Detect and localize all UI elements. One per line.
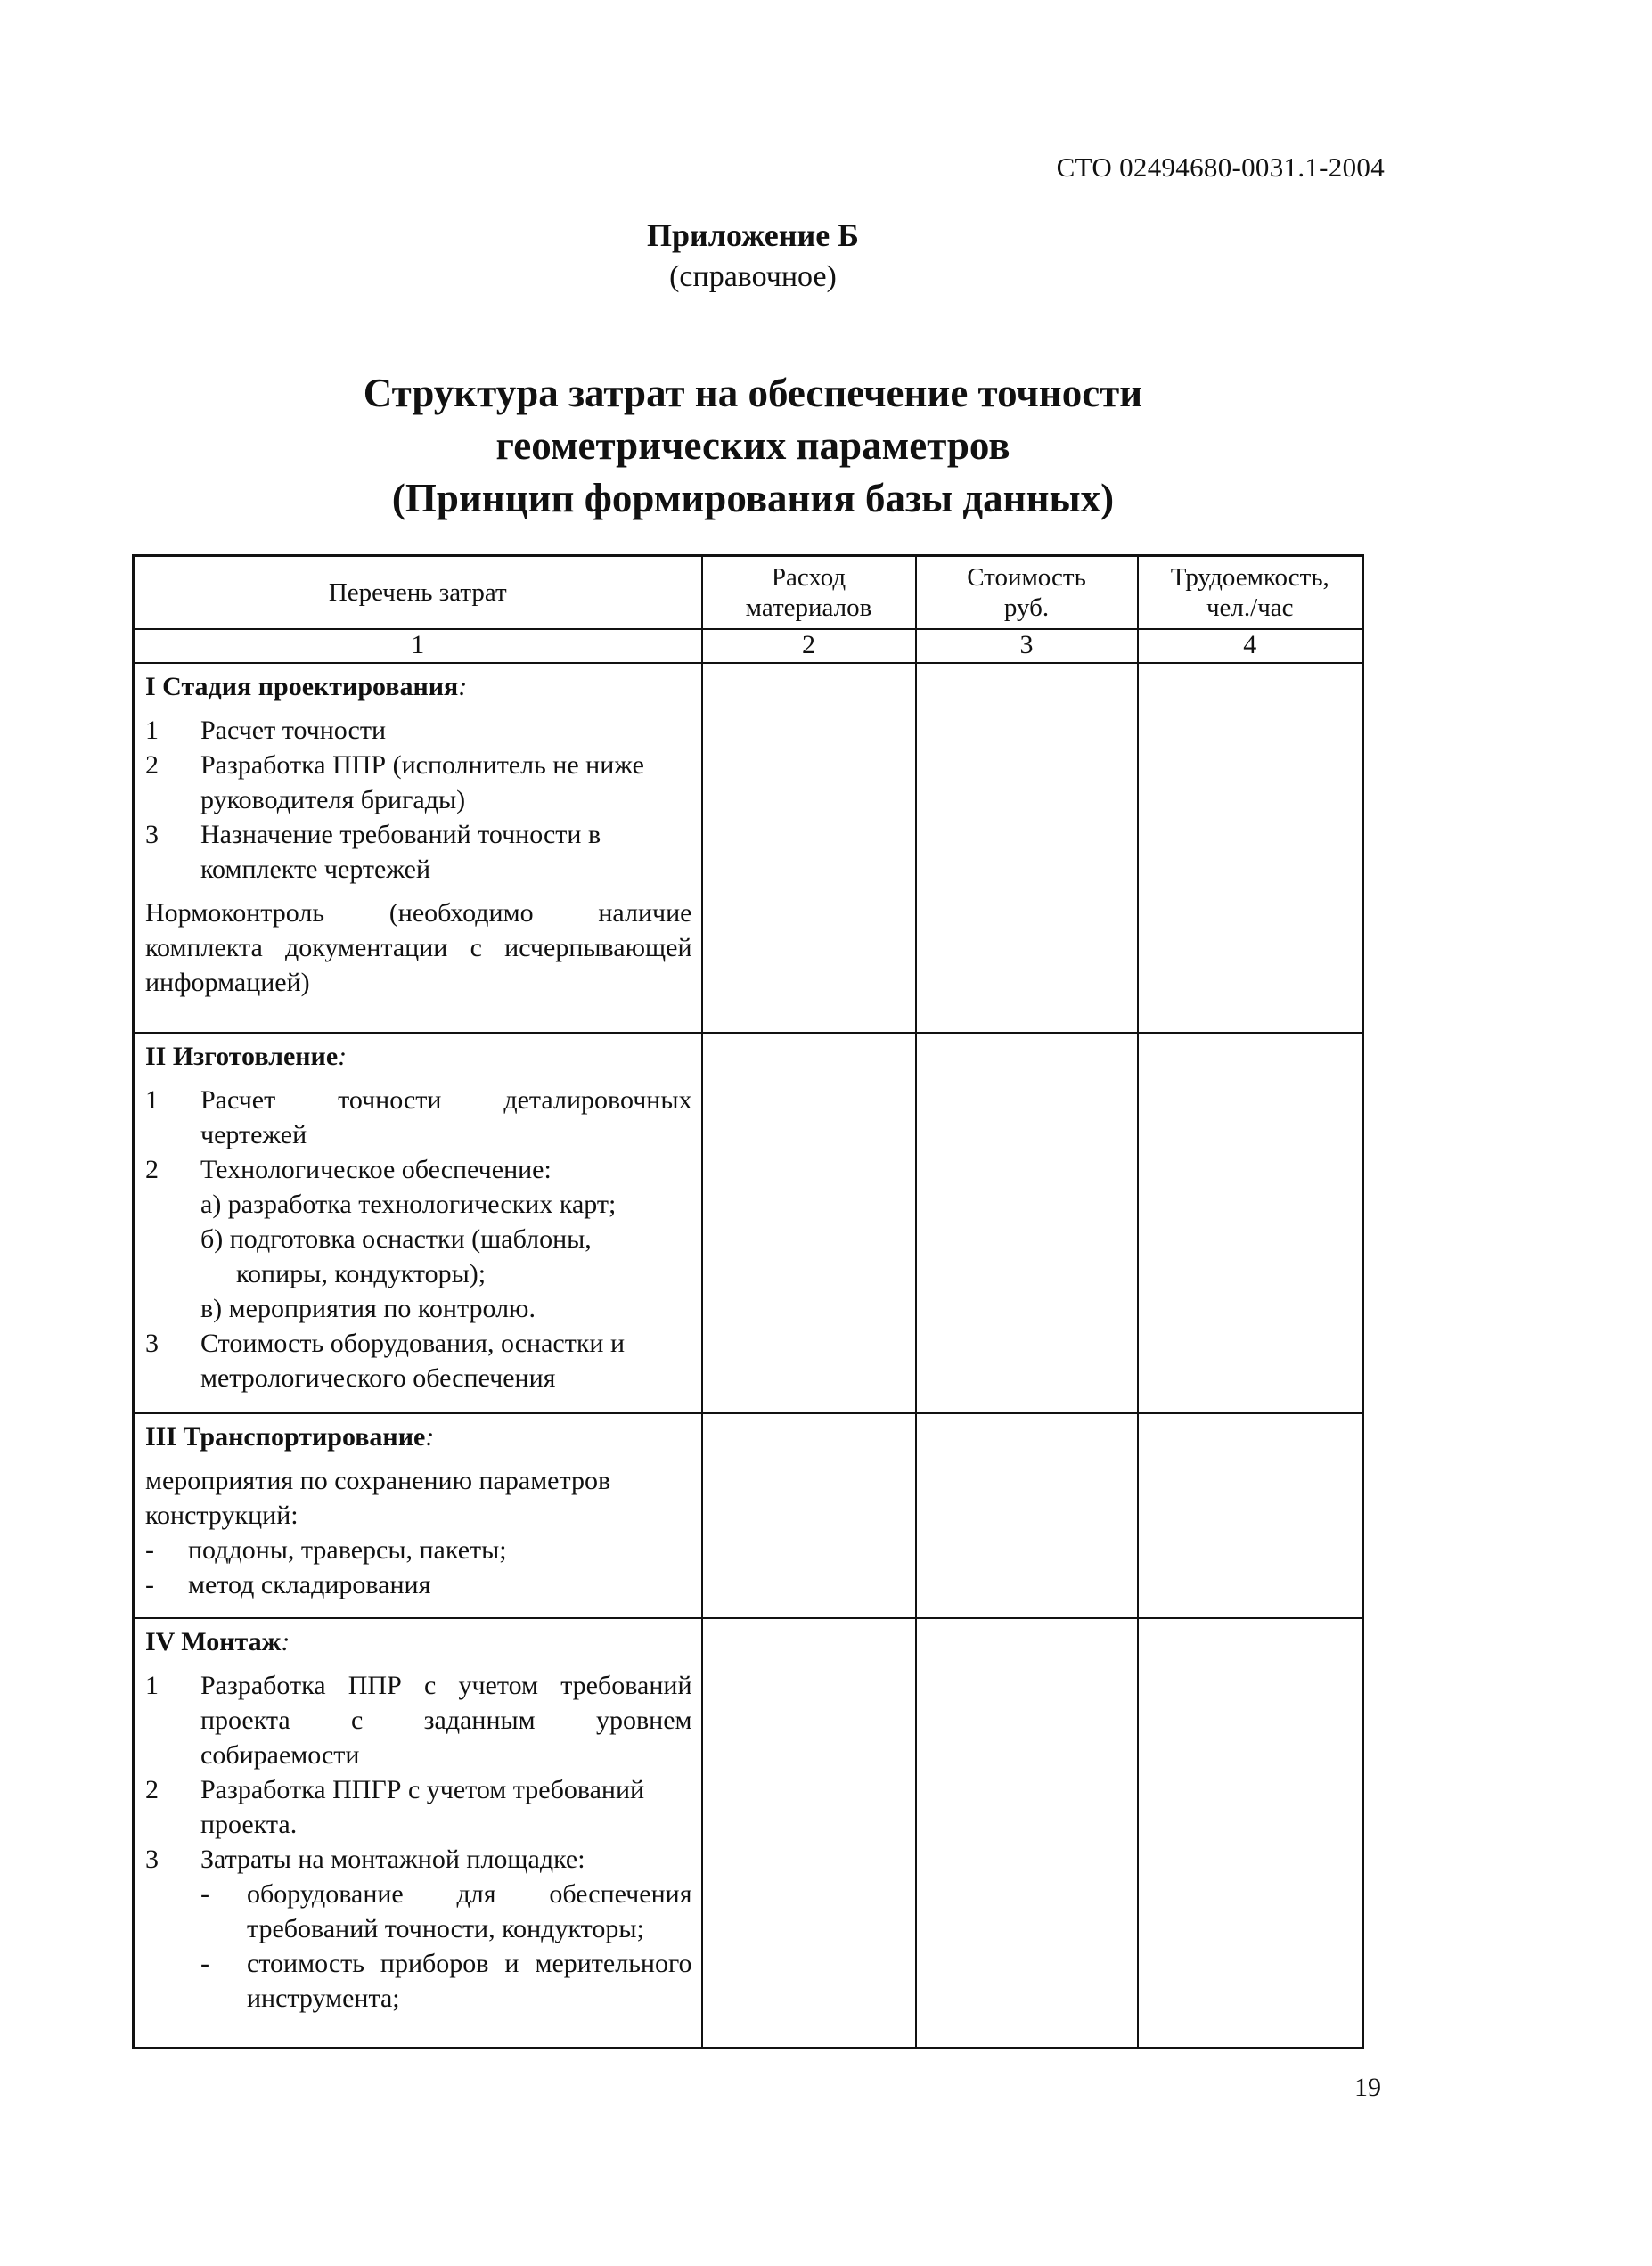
title-line-1: Структура затрат на обеспечение точности — [363, 371, 1143, 415]
list-item: 1 Расчет точности — [145, 716, 387, 745]
sub-item-continuation: копиры, кондукторы); — [236, 1259, 487, 1288]
list-item: 3 Затраты на монтажной площадке: — [145, 1845, 585, 1874]
document-code: СТО 02494680-0031.1-2004 — [1056, 151, 1385, 183]
column-number: 4 — [1138, 629, 1363, 663]
list-item: 3 Стоимость оборудования, оснастки и метрологического обеспечения — [145, 1329, 626, 1393]
bullet-item: - оборудование для обеспечения требований точности, кондукторы; — [200, 1879, 692, 1943]
section-text: мероприятия по сохранению параметров конструкций: — [145, 1466, 611, 1530]
appendix-subtitle: (справочное) — [669, 260, 837, 293]
list-item: 1 Расчет точности деталировочных чертежей — [145, 1085, 692, 1149]
list-item: 2 Разработка ППР (исполнитель не ниже руководителя бригады) — [145, 750, 644, 814]
bullet-item: - метод складирования — [145, 1570, 431, 1599]
page-title — [0, 367, 1506, 525]
appendix-heading — [0, 214, 1506, 298]
section-title: III Транспортирование: — [145, 1422, 435, 1452]
column-number-row — [134, 629, 1363, 663]
column-number: 1 — [134, 629, 702, 663]
empty-cell — [702, 663, 916, 1033]
empty-cell — [916, 1618, 1138, 2048]
title-line-2: геометрических параметров — [495, 423, 1010, 468]
header-cost-list: Перечень затрат — [134, 556, 702, 630]
empty-cell — [702, 1413, 916, 1618]
table-row-section-manufacturing — [134, 1033, 1363, 1413]
list-item: 3 Назначение требований точности в комплекте чертежей — [145, 820, 601, 884]
sub-item: б) подготовка оснастки (шаблоны, — [200, 1224, 592, 1254]
empty-cell — [1138, 663, 1363, 1033]
bullet-item: - стоимость приборов и мерительного инструмента; — [200, 1949, 692, 2013]
empty-cell — [916, 1413, 1138, 1618]
empty-cell — [702, 1618, 916, 2048]
header-labor: Трудоемкость, чел./час — [1138, 556, 1363, 630]
table-row-section-design — [134, 663, 1363, 1033]
section-note: Нормоконтроль (необходимо наличие комплекта документации с исчерпывающей информацией) — [145, 898, 692, 997]
bullet-item: - поддоны, траверсы, пакеты; — [145, 1535, 507, 1565]
empty-cell — [916, 1033, 1138, 1413]
section-transport-cell — [134, 1413, 702, 1618]
empty-cell — [916, 663, 1138, 1033]
sub-item: в) мероприятия по контролю. — [200, 1294, 536, 1323]
section-design-cell — [134, 663, 702, 1033]
list-item: 2 Разработка ППГР с учетом требований проекта. — [145, 1775, 645, 1839]
cost-structure-table — [132, 554, 1364, 2049]
column-number: 2 — [702, 629, 916, 663]
sub-item: а) разработка технологических карт; — [200, 1190, 617, 1219]
section-title: II Изготовление: — [145, 1042, 348, 1071]
empty-cell — [1138, 1413, 1363, 1618]
cost-structure-table-wrapper — [132, 554, 1362, 2049]
table-row-section-assembly — [134, 1618, 1363, 2048]
empty-cell — [1138, 1618, 1363, 2048]
section-assembly-cell — [134, 1618, 702, 2048]
header-cost-rub: Стоимость руб. — [916, 556, 1138, 630]
header-material-use: Расход материалов — [702, 556, 916, 630]
appendix-title: Приложение Б — [647, 217, 859, 253]
list-item: 1 Разработка ППР с учетом требований проекта с заданным уровнем собираемости — [145, 1671, 692, 1770]
column-number: 3 — [916, 629, 1138, 663]
table-row-section-transport — [134, 1413, 1363, 1618]
section-title: IV Монтаж: — [145, 1627, 290, 1657]
empty-cell — [702, 1033, 916, 1413]
section-manufacturing-cell — [134, 1033, 702, 1413]
section-title: I Стадия проектирования: — [145, 672, 468, 701]
list-item: 2 Технологическое обеспечение: — [145, 1155, 552, 1184]
table-header-row — [134, 556, 1363, 630]
title-line-3: (Принцип формирования базы данных) — [391, 476, 1115, 520]
empty-cell — [1138, 1033, 1363, 1413]
page-number: 19 — [1354, 2073, 1381, 2102]
